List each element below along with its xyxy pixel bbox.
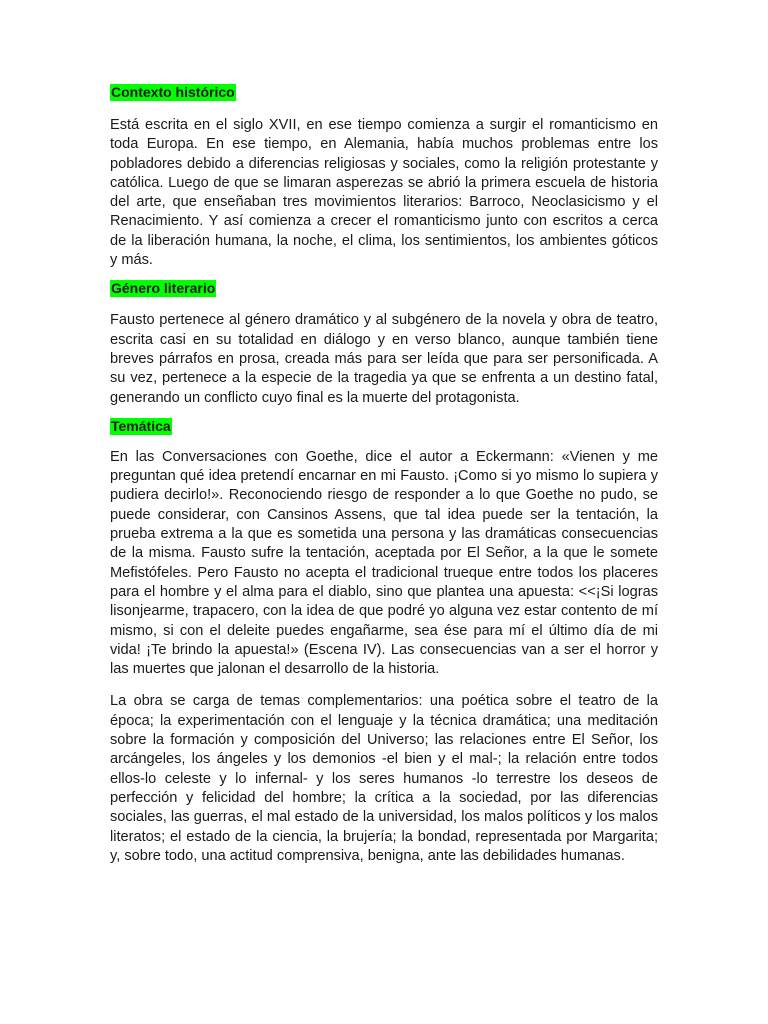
paragraph-genero-literario: Fausto pertenece al género dramático y al subgénero de la novela y obra de teatro, escrita casi en su totalidad en diálogo y en verso blanco, aunque también tiene breves párrafos en prosa, creada más para ser leída que para ser personificada. A su vez, pertenece a la especie de la tragedia ya que se enfrenta a un destino fatal, generando un conflicto cuyo final es la muerte del protagonista. (110, 312, 658, 406)
paragraph-tematica-2: La obra se carga de temas complementarios: una poética sobre el teatro de la época; la experimentación con el lenguaje y la técnica dramática; una meditación sobre la formación y composición del Universo; las relaciones entre El Señor, los arcángeles, los ángeles y los demonios -el bien y el mal-; la relación entre todos ellos-lo celeste y lo infernal- y los seres humanos -lo terrestre los deseos de perfección y felicidad del hombre; la crítica a la sociedad, por las diferencias sociales, las guerras, el mal estado de la universidad, los malos políticos y los malos literatos; el estado de la ciencia, la brujería; la bondad, representada por Margarita; y, sobre todo, una actitud comprensiva, benigna, ante las debilidades humanas. (110, 693, 658, 864)
section-contexto-historico (110, 84, 658, 102)
section-heading-tematica: Temática (111, 417, 171, 434)
section-tematica (110, 418, 658, 436)
document-page (110, 84, 658, 866)
section-genero-literario (110, 280, 658, 298)
paragraph-contexto-historico: Está escrita en el siglo XVII, en ese tiempo comienza a surgir el romanticismo en toda Europa. En ese tiempo, en Alemania, había muchos problemas entre los pobladores debido a diferencias religiosas y sociales, como la religión protestante y católica. Luego de que se limaran asperezas se abrió la primera escuela de historia del arte, que enseñaban tres movimientos literarios: Barroco, Neoclasicismo y el Renacimiento. Y así comienza a crecer el romanticismo junto con escritos a cerca de la liberación humana, la noche, el clima, los sentimientos, los ambientes góticos y más. (110, 117, 658, 269)
section-heading-genero-literario: Género literario (111, 280, 216, 297)
paragraph-tematica-1: En las Conversaciones con Goethe, dice el autor a Eckermann: «Vienen y me preguntan qué idea pretendí encarnar en mi Fausto. ¡Como si yo mismo lo supiera y pudiera decirlo!». Reconociendo riesgo de responder a lo que Goethe no pudo, se puede considerar, con Cansinos Assens, que tal idea puede ser la tentación, la prueba extrema a la que es sometida una persona y las dramáticas consecuencias de la misma. Fausto sufre la tentación, aceptada por El Señor, a la que le somete Mefistófeles. Pero Fausto no acepta el tradicional trueque entre todos los placeres para el hombre y el alma para el diablo, sino que plantea una apuesta: <<¡Si logras lisonjearme, trapacero, con la idea de que podré yo alguna vez estar contento de mí mismo, si con el deleite puedes engañarme, sea ése para mí el último día de mi vida! ¡Te brindo la apuesta!» (Escena IV). Las consecuencias van a ser el horror y las muertes que jalonan el desarrollo de la historia. (110, 448, 658, 678)
section-heading-contexto-historico: Contexto histórico (111, 84, 235, 100)
